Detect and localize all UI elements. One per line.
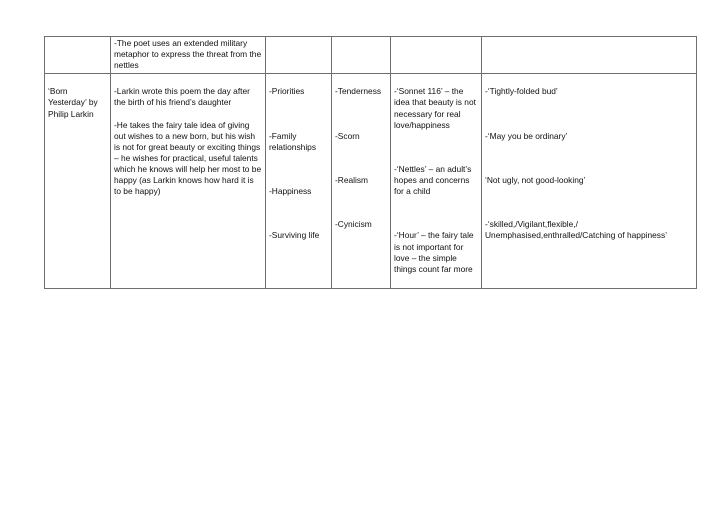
comparison-item: -‘Hour’ – the fairy tale is not important for love – the simple things count far more (394, 230, 474, 274)
quotation-item: -‘Tightly-folded bud’ (485, 86, 558, 97)
context-point: -He takes the fairy tale idea of giving out wishes to a new born, but his wish is not for great beauty or exciting things – he wishes for practical, useful talents which he knows will help her most to be happy (as Larkin knows how hard it is to be happy) (114, 119, 262, 197)
poem-title-cell (45, 74, 111, 289)
quotations-cell (482, 74, 697, 289)
table-row-born-yesterday (45, 74, 697, 289)
theme-item: -Surviving life (269, 230, 320, 241)
top-cell-col1 (45, 37, 111, 74)
quotation-item: -‘skilled,/Vigilant,flexible,/ Unemphasised,enthralled/Catching of happiness’ (485, 219, 668, 241)
poem-title: ‘Born Yesterday’ by Philip Larkin (48, 86, 98, 119)
theme-item: -Happiness (269, 186, 312, 197)
theme-item: -Family relationships (269, 130, 317, 152)
top-cell-col3 (266, 37, 332, 74)
tone-item: -Scorn (335, 130, 360, 141)
comparisons-cell (391, 74, 482, 289)
tone-item: -Realism (335, 174, 369, 185)
quotation-item: ‘Not ugly, not good-looking’ (485, 174, 586, 185)
poetry-notes-table (44, 36, 697, 289)
quotation-item: -‘May you be ordinary’ (485, 130, 568, 141)
top-cell-context: -The poet uses an extended military metaphor to express the threat from the nettles (111, 37, 266, 74)
table-row-top (45, 37, 697, 74)
tone-cell (332, 74, 391, 289)
tone-item: -Cynicism (335, 219, 372, 230)
top-cell-col5 (391, 37, 482, 74)
context-cell (111, 74, 266, 289)
themes-cell (266, 74, 332, 289)
context-point: -Larkin wrote this poem the day after the birth of his friend’s daughter (114, 86, 250, 108)
theme-item: -Priorities (269, 86, 305, 97)
comparison-item: -‘Nettles’ – an adult’s hopes and concerns for a child (394, 163, 472, 197)
tone-item: -Tenderness (335, 86, 382, 97)
top-cell-col6 (482, 37, 697, 74)
top-cell-col4 (332, 37, 391, 74)
comparison-item: -‘Sonnet 116’ – the idea that beauty is not necessary for real love/happiness (394, 86, 476, 130)
